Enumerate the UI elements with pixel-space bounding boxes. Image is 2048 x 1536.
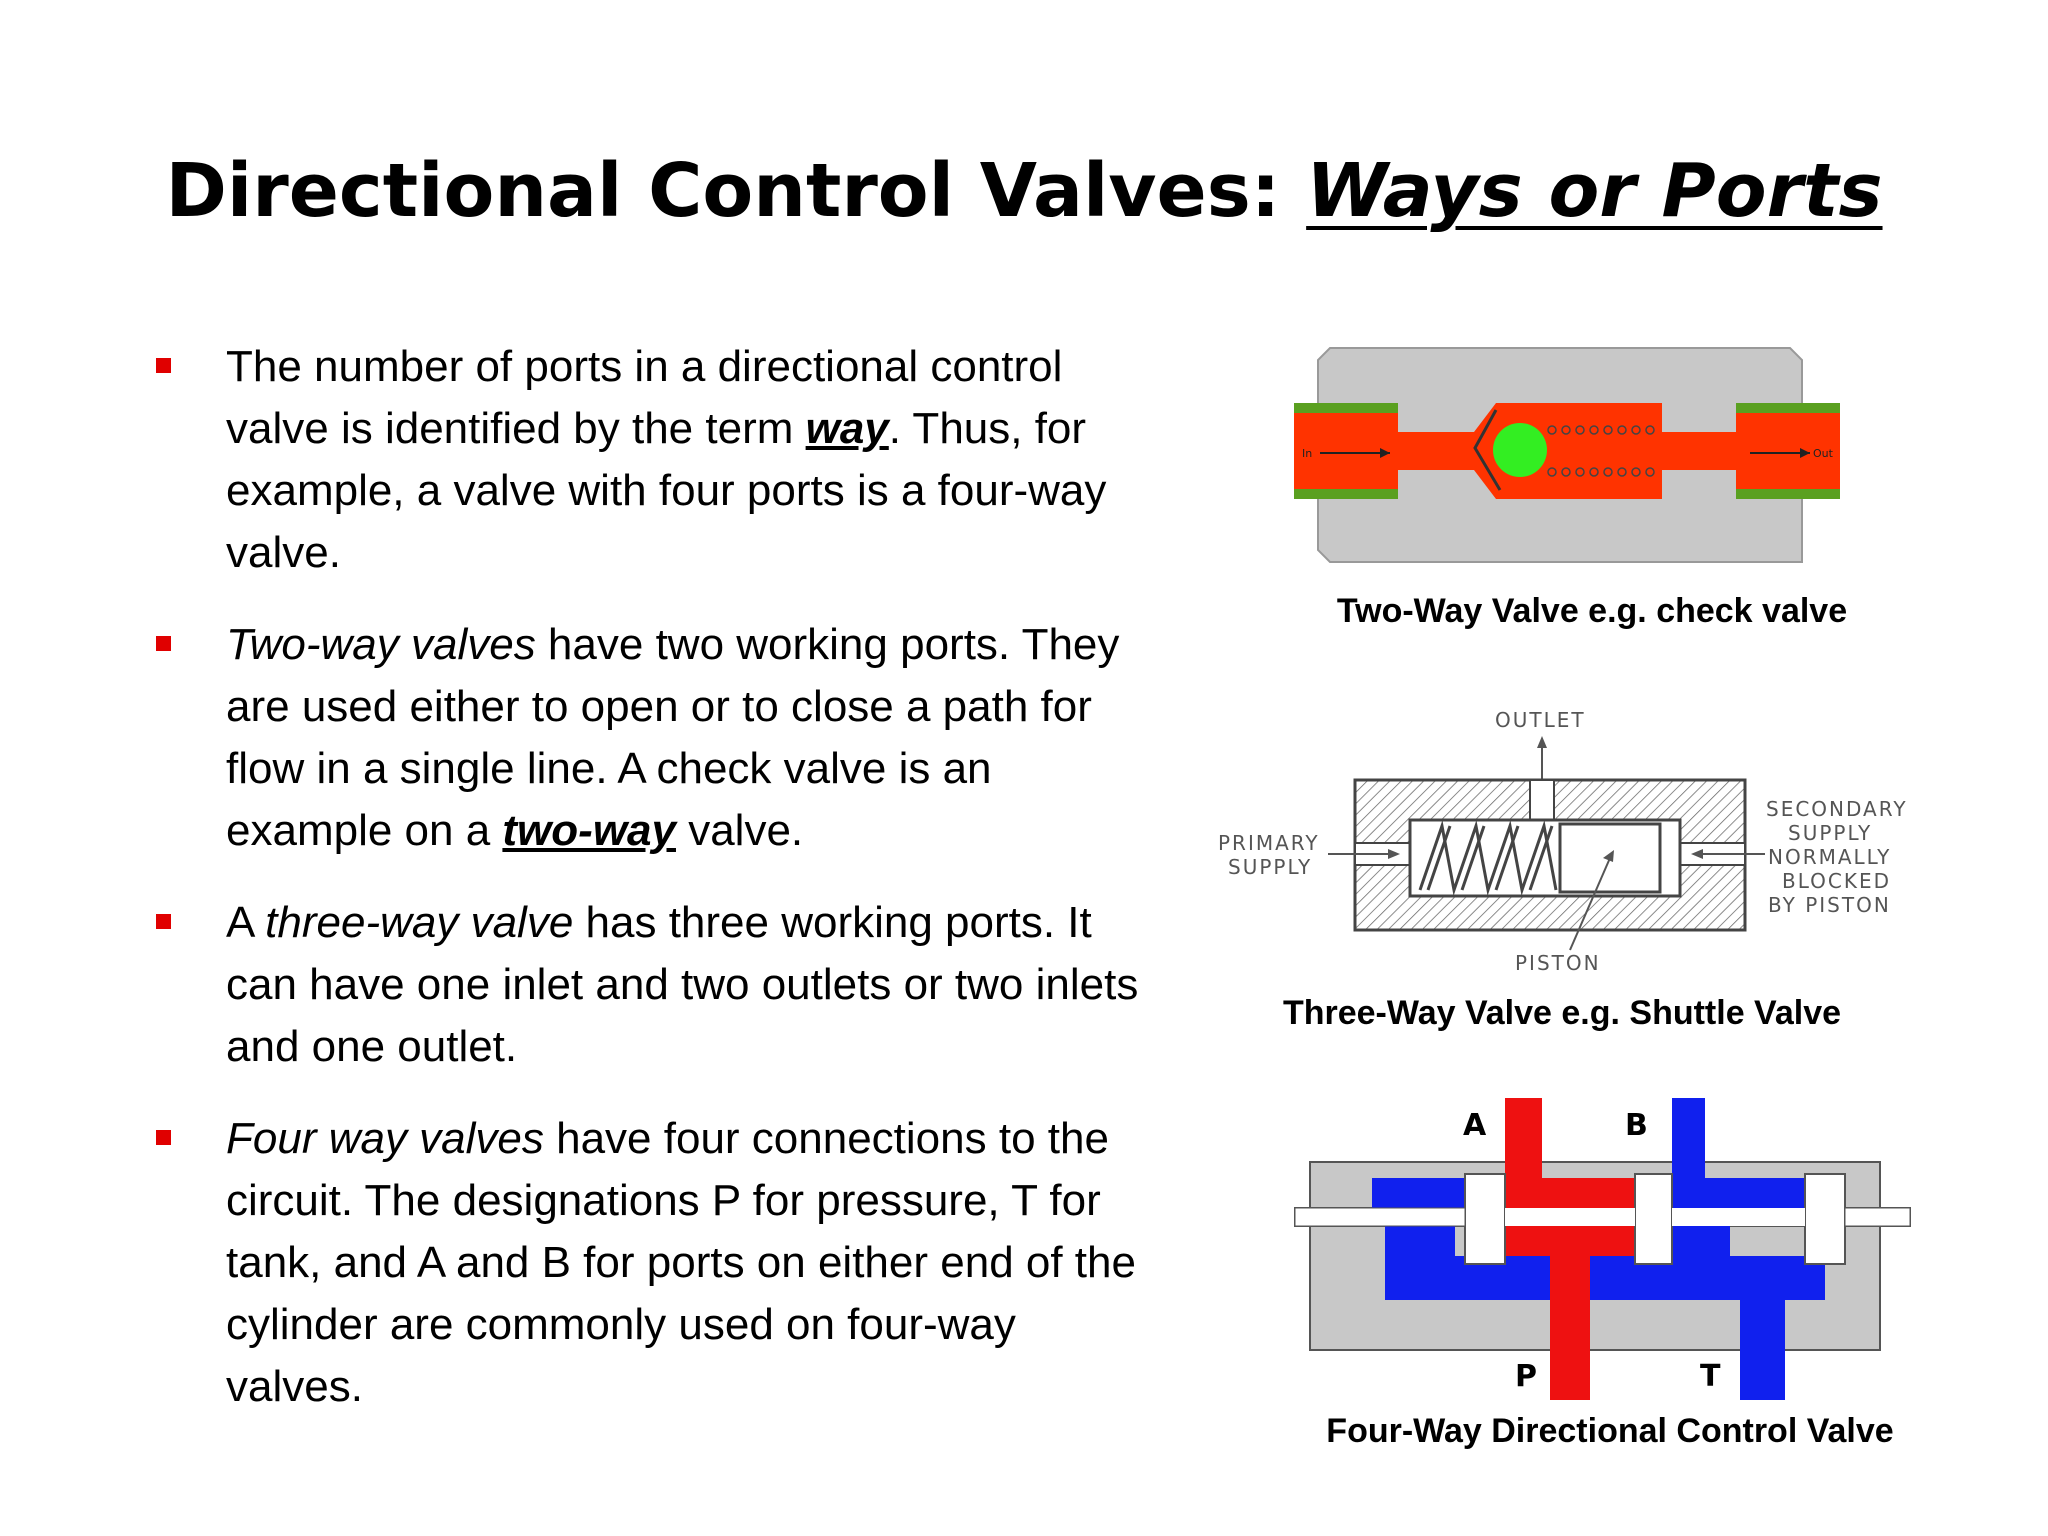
inlet-passage <box>1394 432 1474 470</box>
bullet-marker-icon <box>156 1130 171 1145</box>
in-label: In <box>1302 447 1313 460</box>
bullet-text: have two working ports. They are used either to open or to close a path for flow in a single line. A check valve is an example on a <box>226 620 1120 855</box>
secondary-label-1: SECONDARY <box>1766 797 1908 821</box>
bullet-emphasis: Four way valves <box>226 1114 544 1163</box>
bullet-three-way <box>150 892 1150 1078</box>
blue-flow-path <box>1372 1178 1465 1208</box>
four-way-caption: Four-Way Directional Control Valve <box>1326 1412 1894 1450</box>
blue-port-t <box>1740 1298 1785 1400</box>
outlet-passage <box>1530 780 1554 820</box>
three-way-caption: Three-Way Valve e.g. Shuttle Valve <box>1282 994 1842 1032</box>
bullet-text: A <box>226 898 266 947</box>
secondary-label-3: NORMALLY <box>1768 845 1892 869</box>
out-label: Out <box>1813 447 1833 460</box>
spool-land-1 <box>1465 1174 1505 1264</box>
bullet-emphasis: Two-way valves <box>226 620 536 669</box>
three-way-valve-diagram <box>1210 700 1930 990</box>
primary-label-2: SUPPLY <box>1228 855 1313 879</box>
bullet-emphasis: three-way valve <box>265 898 574 947</box>
label-b: B <box>1625 1108 1648 1143</box>
bullet-emphasis: way <box>805 404 889 453</box>
spool-land-2 <box>1635 1174 1672 1264</box>
bullet-marker-icon <box>156 636 171 651</box>
four-way-valve-diagram <box>1280 1090 1940 1400</box>
bullet-emphasis: two-way <box>502 806 676 855</box>
check-ball <box>1493 423 1547 477</box>
secondary-label-4: BLOCKED <box>1782 869 1892 893</box>
secondary-label-5: BY PISTON <box>1768 893 1891 917</box>
label-a: A <box>1463 1108 1487 1143</box>
slide-title <box>0 148 2048 234</box>
two-way-valve-diagram <box>1290 340 1860 570</box>
bullet-marker-icon <box>156 914 171 929</box>
piston-label: PISTON <box>1515 951 1601 975</box>
red-port-a <box>1505 1098 1635 1208</box>
two-way-caption: Two-Way Valve e.g. check valve <box>1336 592 1848 630</box>
bullet-text: The number of ports in a directional control valve is identified by the term <box>226 342 1063 453</box>
blue-port-b <box>1672 1098 1805 1208</box>
bullet-ports-way <box>150 336 1150 584</box>
label-p: P <box>1515 1359 1537 1394</box>
bullet-marker-icon <box>156 358 171 373</box>
bullet-list <box>150 336 1150 1448</box>
label-t: T <box>1700 1359 1721 1394</box>
bullet-four-way <box>150 1108 1150 1418</box>
primary-label-1: PRIMARY <box>1218 831 1320 855</box>
secondary-label-2: SUPPLY <box>1788 821 1873 845</box>
bullet-text: has three working ports. It can have one inlet and two outlets or two inlets and one outlet. <box>226 898 1139 1071</box>
title-prefix: Directional Control Valves: <box>165 148 1307 234</box>
bullet-two-way <box>150 614 1150 862</box>
outlet-passage <box>1662 432 1738 470</box>
bullet-text: . Thus, for example, a valve with four ports is a four-way valve. <box>226 404 1107 577</box>
outlet-label: OUTLET <box>1495 708 1586 732</box>
spool-land-3 <box>1805 1174 1845 1264</box>
bullet-text: valve. <box>675 806 804 855</box>
bullet-text: have four connections to the circuit. The designations P for pressure, T for tank, and A and B for ports on either end of the cylinder are commonly used on four-way valves. <box>226 1114 1136 1411</box>
title-emphasis: Ways or Ports <box>1306 148 1883 234</box>
